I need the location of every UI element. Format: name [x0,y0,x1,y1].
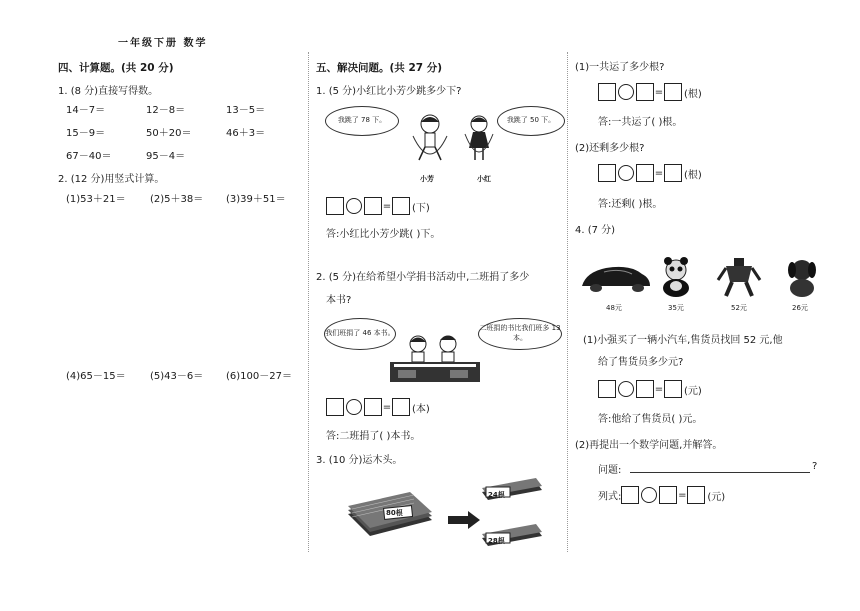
unit-label: (根) [684,88,702,100]
calc-item: 13－5＝ [226,105,266,116]
question-mark: ? [812,461,818,472]
answer-box[interactable] [664,380,682,398]
students-at-desk-illustration [388,330,484,386]
vertical-calc-item: (2)5＋38＝ [150,194,204,205]
vertical-calc-item: (3)39＋51＝ [226,194,286,205]
name-caption: 小芳 [420,175,434,183]
answer-box[interactable] [326,197,344,215]
price-tag: 52元 [731,304,747,312]
column-divider [308,52,309,552]
q1-label: 1. (8 分)直接写得数。 [58,86,159,97]
answer-box[interactable] [659,486,677,504]
answer-box[interactable] [664,164,682,182]
equation-row [598,164,702,182]
car-toy-icon [582,267,650,292]
equals-sign: = [678,489,687,501]
q4-sub2-label: (2)再提出一个数学问题,并解答。 [575,440,723,451]
arrow-icon [448,511,480,529]
answer-box[interactable] [326,398,344,416]
answer-line: 答:还剩( )根。 [598,199,663,210]
answer-line: 答:二班捐了( )本书。 [326,431,421,442]
speech-bubble: 我跳了 78 下。 [325,106,399,136]
section-5-title: 五、解决问题。(共 27 分) [316,62,443,74]
answer-box[interactable] [392,398,410,416]
q3-sub2-label: (2)还剩多少根? [575,143,645,154]
q4-sub1-label: (1)小强买了一辆小汽车,售货员找回 52 元,他 [583,335,783,346]
q2-label: 2. (5 分)在给希望小学捐书活动中,二班捐了多少 [316,272,530,283]
log-pile-label: 28根 [488,537,505,545]
operator-circle[interactable] [618,165,634,181]
unit-label: (本) [412,403,430,415]
equation-row [326,398,430,416]
operator-circle[interactable] [346,399,362,415]
vertical-calc-item: (5)43－6＝ [150,371,204,382]
q2-label-continued: 本书? [326,295,352,306]
equals-sign: = [654,383,664,395]
calc-item: 12－8＝ [146,105,186,116]
operator-circle[interactable] [641,487,657,503]
girl-xiaofang-figure [413,115,447,160]
answer-box[interactable] [636,380,654,398]
equals-sign: = [382,401,392,413]
price-tag: 35元 [668,304,684,312]
equation-row [598,380,702,398]
girl-xiaohong-figure [465,116,493,160]
speech-bubble: 我们班捐了 46 本书。 [324,318,396,350]
log-pile-label: 80根 [386,509,403,517]
operator-circle[interactable] [618,381,634,397]
operator-circle[interactable] [346,198,362,214]
vertical-calc-item: (4)65－15＝ [66,371,126,382]
q2-label: 2. (12 分)用竖式计算。 [58,174,165,185]
unit-label: (元) [707,491,726,503]
jump-rope-children-illustration [405,110,505,170]
formula-label: 列式: [598,491,622,503]
equation-row [598,83,702,101]
section-4-title: 四、计算题。(共 20 分) [58,62,174,74]
answer-box[interactable] [598,380,616,398]
question-prompt: 问题: [598,465,622,476]
equals-sign: = [654,86,664,98]
log-pile-label: 24根 [488,491,505,499]
answer-box[interactable] [636,164,654,182]
column-divider [567,52,568,552]
calc-item: 46＋3＝ [226,128,266,139]
dog-toy-icon [788,260,816,297]
calc-item: 95－4＝ [146,151,186,162]
q3-sub1-label: (1)一共运了多少根? [575,62,665,73]
answer-box[interactable] [392,197,410,215]
unit-label: (下) [412,202,430,214]
vertical-calc-item: (1)53＋21＝ [66,194,126,205]
answer-line: 答:小红比小芳少跳( )下。 [326,229,441,240]
unit-label: (根) [684,169,702,181]
q1-label: 1. (5 分)小红比小芳少跳多少下? [316,86,462,97]
calc-item: 67－40＝ [66,151,112,162]
answer-box[interactable] [636,83,654,101]
answer-line: 答:他给了售货员( )元。 [598,414,703,425]
toys-illustration [580,256,820,300]
answer-line: 答:一共运了( )根。 [598,117,683,128]
robot-toy-icon [718,258,760,296]
answer-box[interactable] [364,398,382,416]
unit-label: (元) [684,385,702,397]
formula-row [598,486,725,504]
equals-sign: = [382,200,392,212]
equation-row [326,197,430,215]
price-tag: 26元 [792,304,808,312]
speech-bubble: 我跳了 50 下。 [497,106,565,136]
question-input-line[interactable] [630,472,810,473]
answer-box[interactable] [598,164,616,182]
operator-circle[interactable] [618,84,634,100]
q3-label: 3. (10 分)运木头。 [316,455,403,466]
equals-sign: = [654,167,664,179]
answer-box[interactable] [598,83,616,101]
price-tag: 48元 [606,304,622,312]
q4-sub1-label-continued: 给了售货员多少元? [598,357,684,368]
answer-box[interactable] [687,486,705,504]
answer-box[interactable] [364,197,382,215]
speech-bubble: 二班捐的书比我们班多 13 本。 [478,318,562,350]
q4-label: 4. (7 分) [575,225,616,236]
calc-item: 50＋20＝ [146,128,192,139]
name-caption: 小红 [477,175,491,183]
calc-item: 14－7＝ [66,105,106,116]
vertical-calc-item: (6)100－27＝ [226,371,292,382]
page-header: 一年级下册 数学 [118,38,208,49]
wood-logs-illustration [340,476,550,551]
calc-item: 15－9＝ [66,128,106,139]
answer-box[interactable] [621,486,639,504]
answer-box[interactable] [664,83,682,101]
panda-toy-icon [663,257,689,297]
